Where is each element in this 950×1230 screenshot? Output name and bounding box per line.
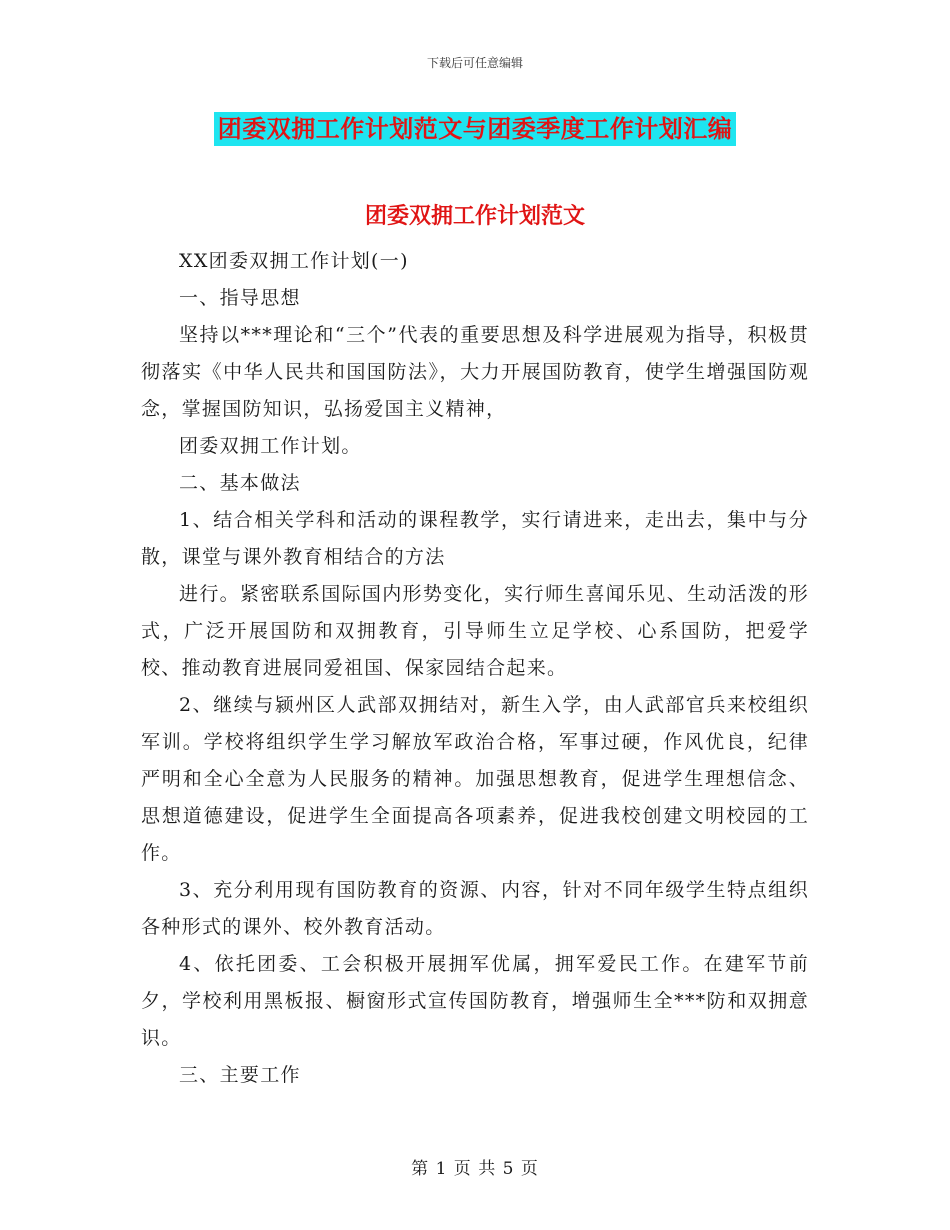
document-body xyxy=(141,243,809,1094)
paragraph-guiding-heading: 一、指导思想 xyxy=(179,287,301,309)
page-number-footer: 第 1 页 共 5 页 xyxy=(411,1159,539,1179)
paragraph: 团委双拥工作计划。 xyxy=(179,435,362,457)
paragraph: 3、充分利用现有国防教育的资源、内容，针对不同年级学生特点组织各种形式的课外、校外教育活动。 xyxy=(141,879,809,938)
paragraph: 2、继续与颍州区人武部双拥结对，新生入学，由人武部官兵来校组织军训。学校将组织学生学习解放军政治合格，军事过硬，作风优良，纪律严明和全心全意为人民服务的精神。加强思想教育，促进学生理想信念、思想道德建设，促进学生全面提高各项素养，促进我校创建文明校园的工作。 xyxy=(141,694,809,864)
paragraph-methods-heading: 二、基本做法 xyxy=(179,472,301,494)
paragraph: 4、依托团委、工会积极开展拥军优属，拥军爱民工作。在建军节前夕，学校利用黑板报、橱窗形式宣传国防教育，增强师生全***防和双拥意识。 xyxy=(141,953,809,1049)
section-title: 团委双拥工作计划范文 xyxy=(364,204,585,229)
document-title-container xyxy=(0,112,950,146)
paragraph-plan-heading: XX团委双拥工作计划(一) xyxy=(179,250,409,272)
paragraph: 坚持以***理论和“三个”代表的重要思想及科学进展观为指导，积极贯彻落实《中华人民共和国国防法》，大力开展国防教育，使学生增强国防观念，掌握国防知识，弘扬爱国主义精神， xyxy=(141,324,809,420)
paragraph-main-work-heading: 三、主要工作 xyxy=(179,1064,301,1086)
document-title: 团委双拥工作计划范文与团委季度工作计划汇编 xyxy=(214,112,737,146)
header-note: 下载后可任意编辑 xyxy=(426,56,523,70)
paragraph: 进行。紧密联系国际国内形势变化，实行师生喜闻乐见、生动活泼的形式，广泛开展国防和双拥教育，引导师生立足学校、心系国防，把爱学校、推动教育进展同爱祖国、保家园结合起来。 xyxy=(141,583,809,679)
paragraph: 1、结合相关学科和活动的课程教学，实行请进来，走出去，集中与分散，课堂与课外教育相结合的方法 xyxy=(141,509,809,568)
